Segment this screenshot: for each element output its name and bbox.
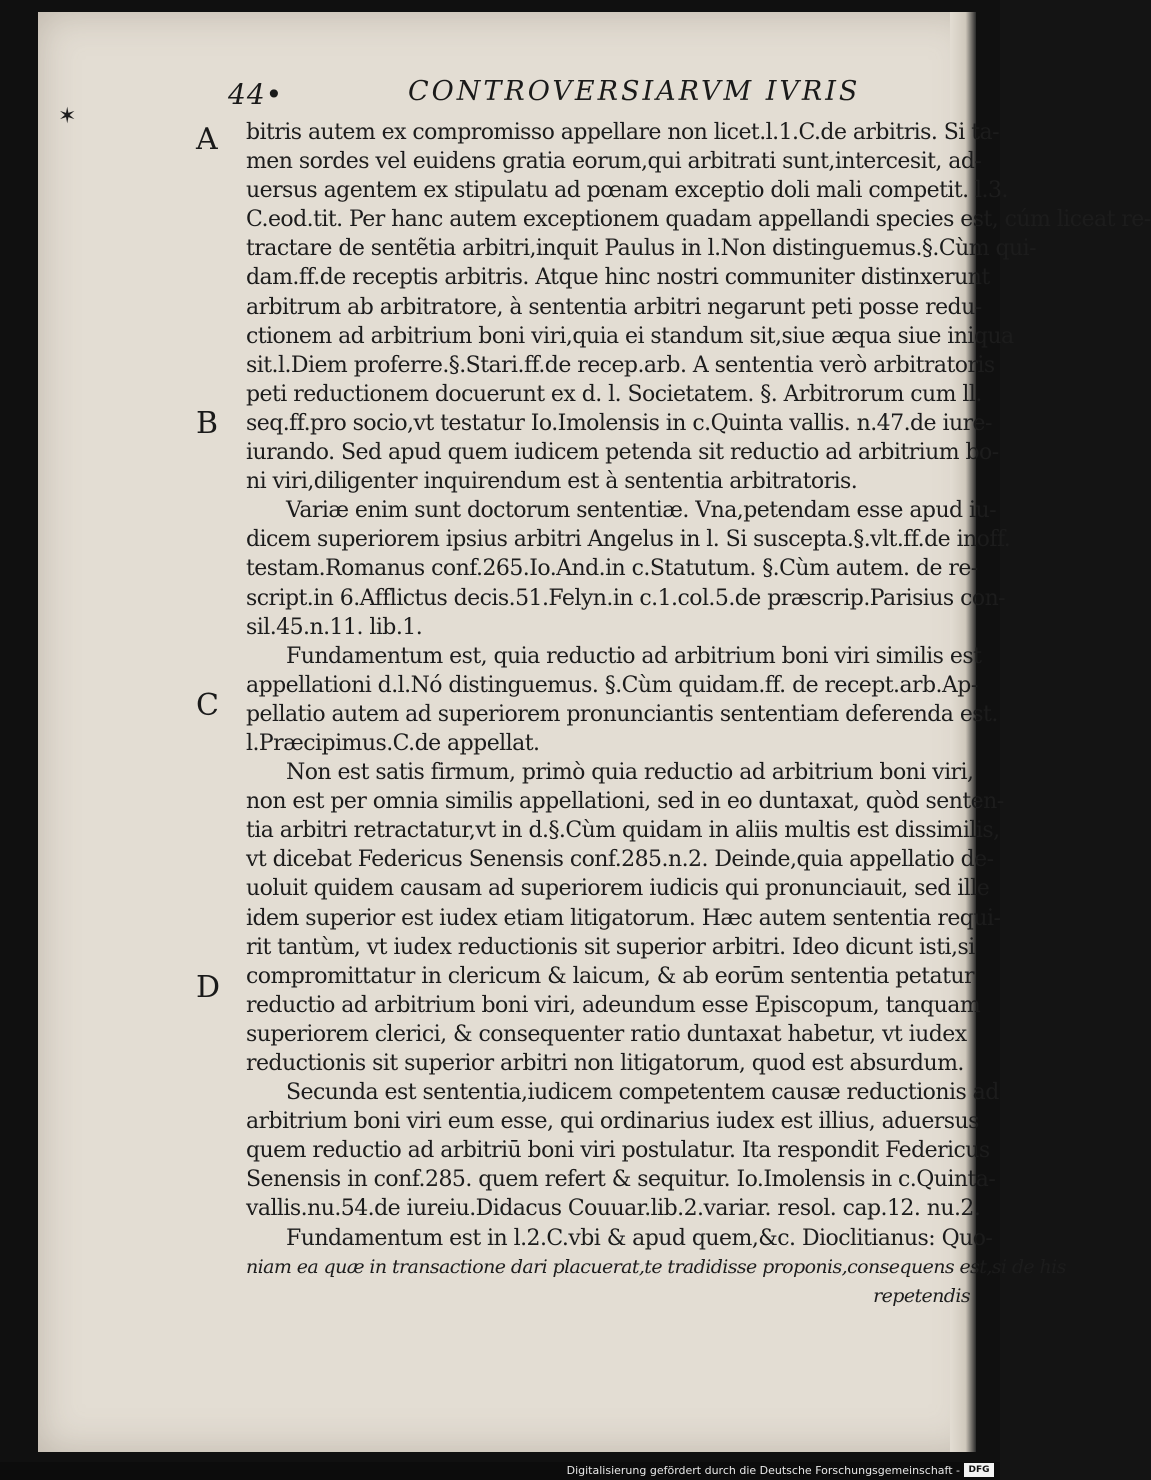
text-line: appellationi d.l.Nó distinguemus. §.Cùm quidam.ff. de recept.arb.Ap- [246, 672, 978, 698]
text-line: uoluit quidem causam ad superiorem iudicis qui pronunciauit, sed ille [246, 876, 990, 902]
text-line: uersus agentem ex stipulatu ad pœnam exceptio doli mali competit. l.3. [246, 178, 1008, 204]
text-line: reductionis sit superior arbitri non litigatorum, quod est absurdum. [246, 1051, 964, 1076]
text-line: Variæ enim sunt doctorum sententiæ. Vna,petendam esse apud iu- [286, 498, 997, 524]
footer-credit: Digitalisierung gefördert durch die Deutsche Forschungsgemeinschaft - [566, 1464, 960, 1477]
running-head: CONTROVERSIARVM IVRIS [408, 76, 861, 107]
digitization-footer [0, 1462, 1000, 1480]
text-line: C.eod.tit. Per hanc autem exceptionem quadam appellandi species est, cúm liceat re- [246, 207, 1151, 233]
text-line: niam ea quæ in transactione dari placuerat,te tradidisse proponis,consequens est,si de his [246, 1255, 1066, 1278]
text-line: men sordes vel euidens gratia eorum,qui arbitrati sunt,intercesit, ad- [246, 149, 982, 175]
text-line: bitris autem ex compromisso appellare non licet.l.1.C.de arbitris. Si ta- [246, 120, 999, 145]
text-line: iurando. Sed apud quem iudicem petenda sit reductio ad arbitrium bo- [246, 440, 999, 466]
page-number: 44• [228, 78, 284, 111]
text-line: l.Præcipimus.C.de appellat. [246, 730, 540, 756]
text-line: superiorem clerici, & consequenter ratio duntaxat habetur, vt iudex [246, 1021, 967, 1047]
text-line: non est per omnia similis appellationi, sed in eo duntaxat, quòd senten- [246, 789, 1004, 815]
text-line: compromittatur in clericum & laicum, & ab eorūm sententia petatur [246, 963, 974, 989]
margin-letter-a: A [196, 122, 218, 157]
margin-letter-d: D [196, 970, 221, 1005]
text-line: Senensis in conf.285. quem refert & sequitur. Io.Imolensis in c.Quinta- [246, 1167, 996, 1193]
margin-letter-c: C [196, 688, 219, 723]
text-line: sit.l.Diem proferre.§.Stari.ff.de recep.arb. A sententia verò arbitratoris [246, 352, 995, 378]
text-line: script.in 6.Afflictus decis.51.Felyn.in c.1.col.5.de præscrip.Parisius con- [246, 585, 1006, 611]
text-line: vallis.nu.54.de iureiu.Didacus Couuar.lib.2.variar. resol. cap.12. nu.2. [246, 1196, 981, 1222]
text-line: tractare de sentẽtia arbitri,inquit Paulus in l.Non distinguemus.§.Cùm qui- [246, 236, 1037, 262]
text-line: tia arbitri retractatur,vt in d.§.Cùm quidam in aliis multis est dissimilis, [246, 818, 1000, 844]
ornament-mark: ✶ [58, 104, 77, 129]
text-line: seq.ff.pro socio,vt testatur Io.Imolensis in c.Quinta vallis. n.47.de iure- [246, 410, 992, 436]
text-line: vt dicebat Federicus Senensis conf.285.n.2. Deinde,quia appellatio de- [246, 847, 994, 873]
text-line: dam.ff.de receptis arbitris. Atque hinc nostri communiter distinxerunt [246, 265, 990, 291]
text-line: quem reductio ad arbitriū boni viri postulatur. Ita respondit Federicus [246, 1138, 990, 1164]
text-line: reductio ad arbitrium boni viri, adeundum esse Episcopum, tanquam [246, 992, 981, 1018]
text-line: repetendis [873, 1284, 970, 1307]
text-line: Secunda est sententia,iudicem competentem causæ reductionis ad [286, 1080, 999, 1106]
text-line: sil.45.n.11. lib.1. [246, 614, 423, 640]
text-line: Fundamentum est, quia reductio ad arbitrium boni viri similis est [286, 643, 982, 669]
text-line: ctionem ad arbitrium boni viri,quia ei standum sit,siue æqua siue iniqua [246, 323, 1014, 349]
text-line: Non est satis firmum, primò quia reductio ad arbitrium boni viri, [286, 760, 974, 786]
text-line: Fundamentum est in l.2.C.vbi & apud quem,&c. Dioclitianus: Quo- [286, 1225, 993, 1251]
text-line: testam.Romanus conf.265.Io.And.in c.Statutum. §.Cùm autem. de re- [246, 556, 978, 582]
text-line: rit tantùm, vt iudex reductionis sit superior arbitri. Ideo dicunt isti,si [246, 934, 975, 960]
margin-letter-b: B [196, 406, 219, 441]
text-line: pellatio autem ad superiorem pronunciantis sententiam deferenda est. [246, 701, 998, 727]
text-line: dicem superiorem ipsius arbitri Angelus in l. Si suscepta.§.vlt.ff.de inoff. [246, 527, 1011, 553]
text-line: ni viri,diligenter inquirendum est à sententia arbitratoris. [246, 469, 858, 495]
text-line: arbitrium boni viri eum esse, qui ordinarius iudex est illius, aduersus [246, 1109, 979, 1135]
dfg-logo: DFG [964, 1463, 994, 1477]
body-text [246, 118, 1151, 1311]
text-line: idem superior est iudex etiam litigatorum. Hæc autem sententia requi- [246, 905, 1001, 931]
text-line: arbitrum ab arbitratore, à sententia arbitri negarunt peti posse redu- [246, 294, 982, 320]
text-line: peti reductionem docuerunt ex d. l. Societatem. §. Arbitrorum cum ll. [246, 381, 982, 407]
